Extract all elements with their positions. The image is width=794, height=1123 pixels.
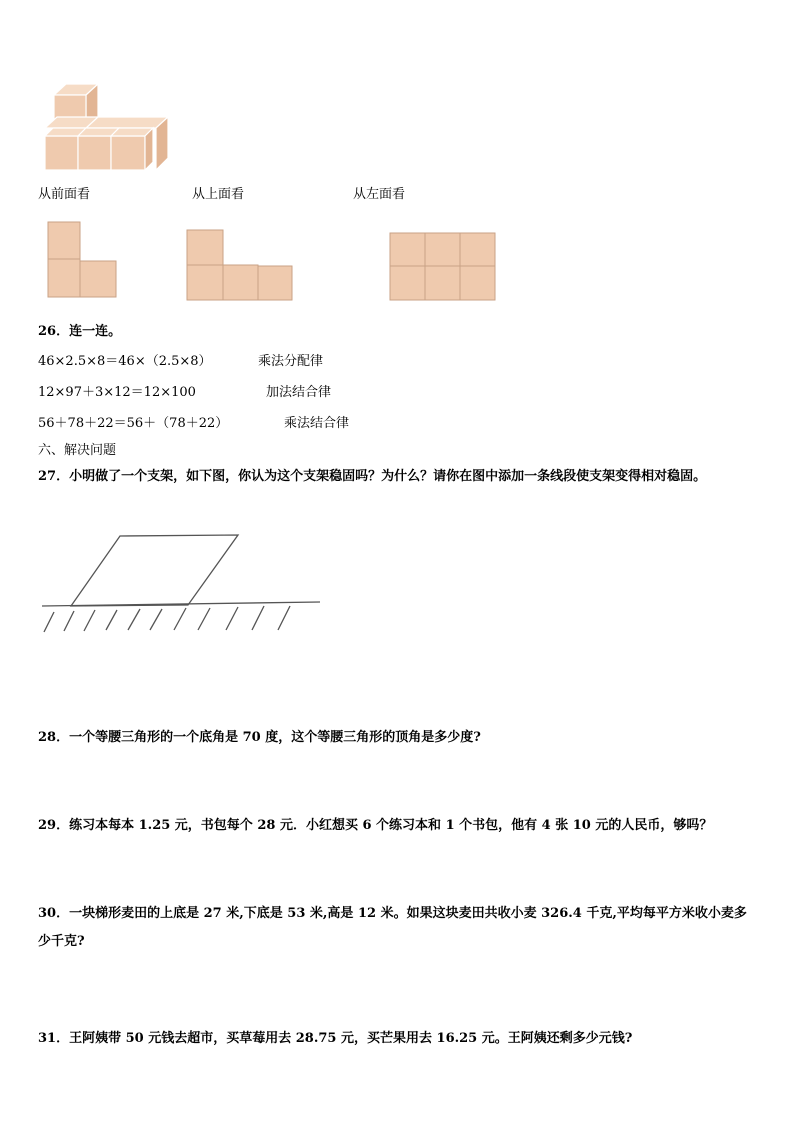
q27-text: 27．小明做了一个支架，如下图，你认为这个支架稳固吗？为什么？请你在图中添加一条线段使支架变得相对稳固。: [38, 469, 707, 484]
q31-text: 31．王阿姨带 50 元钱去超市，买草莓用去 28.75 元，买芒果用去 16.25 元。王阿姨还剩多少元钱?: [38, 1031, 633, 1046]
top-view-label: 从上面看: [192, 187, 245, 202]
q26-law-1: 乘法分配律: [258, 354, 324, 369]
q26-expr-1: 46×2.5×8＝46×（2.5×8）: [38, 354, 212, 369]
section-6-heading: 六、解决问题: [38, 443, 117, 458]
q28-text: 28．一个等腰三角形的一个底角是 70 度，这个等腰三角形的顶角是多少度?: [38, 730, 481, 745]
q26-expr-3: 56＋78＋22＝56＋（78＋22）: [38, 416, 229, 431]
left-view-label: 从左面看: [353, 187, 406, 202]
q26-title: 26．连一连。: [38, 324, 122, 339]
q26-law-3: 乘法结合律: [284, 416, 350, 431]
q29-text: 29．练习本每本 1.25 元，书包每个 28 元．小红想买 6 个练习本和 1 个书包，他有 4 张 10 元的人民币，够吗？: [38, 818, 713, 833]
q26-law-2: 加法结合律: [266, 385, 332, 400]
front-view-label: 从前面看: [38, 187, 91, 202]
q30-text: 30．一块梯形麦田的上底是 27 米,下底是 53 米,高是 12 米。如果这块麦田共收小麦 326.4 千克,平均每平方米收小麦多少千克?: [38, 906, 747, 949]
q26-expr-2: 12×97＋3×12＝12×100: [38, 385, 196, 400]
